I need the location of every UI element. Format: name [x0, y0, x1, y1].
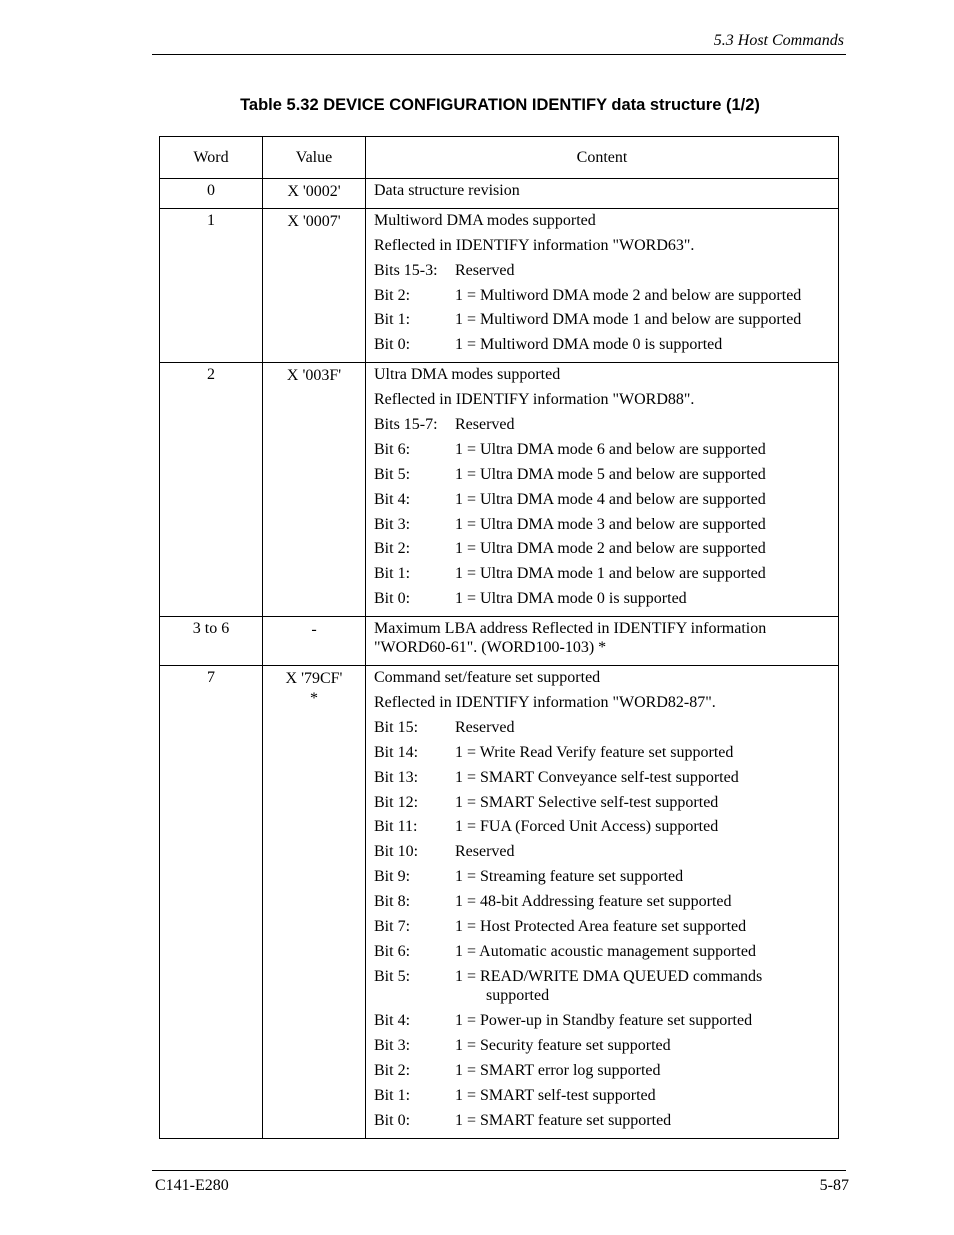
bit-label: Bit 7:: [374, 918, 411, 936]
bit-label: Bit 11:: [374, 818, 418, 836]
content-line: [374, 867, 830, 892]
content-text: 1 = SMART Conveyance self-test supported: [455, 768, 739, 786]
content-line: [374, 817, 830, 842]
bit-label: Bit 1:: [374, 311, 411, 329]
column-header-value: Value: [263, 137, 366, 179]
content-line: [374, 335, 830, 360]
bit-label: Bit 0:: [374, 336, 411, 354]
bit-label: Bit 8:: [374, 893, 411, 911]
content-text: Reflected in IDENTIFY information "WORD63".: [374, 236, 695, 254]
word-cell: 2: [160, 363, 263, 617]
content-line: [374, 415, 830, 440]
word-cell: 7: [160, 666, 263, 1139]
content-text: 1 = FUA (Forced Unit Access) supported: [455, 818, 719, 836]
bit-label: Bit 2:: [374, 540, 411, 558]
content-text: Maximum LBA address Reflected in IDENTIFY information "WORD60-61". (WORD100-103) *: [374, 620, 767, 657]
content-text: 1 = Security feature set supported: [455, 1037, 671, 1055]
content-line: [374, 261, 830, 286]
bit-label: Bit 0:: [374, 590, 411, 608]
content-line: [374, 390, 830, 415]
value-text: -: [311, 621, 317, 639]
header-rule: [152, 54, 846, 55]
content-text: 1 = Ultra DMA mode 1 and below are supported: [455, 565, 766, 583]
bit-label: Bits 15-7:: [374, 416, 438, 434]
content-text-block: [455, 967, 762, 1005]
value-text: X '0002': [287, 183, 341, 200]
content-text: 1 = Ultra DMA mode 2 and below are supported: [455, 540, 766, 558]
identify-data-table: [159, 136, 839, 1139]
bit-label: Bit 12:: [374, 793, 419, 811]
page-number: 5-87: [819, 1177, 849, 1194]
content-text: 1 = Streaming feature set supported: [455, 868, 684, 886]
value-cell: [263, 179, 366, 209]
bit-label: Bit 2:: [374, 286, 411, 304]
bit-label: Bit 15:: [374, 718, 419, 736]
content-line: [374, 743, 830, 768]
content-text: 1 = Multiword DMA mode 0 is supported: [455, 336, 723, 354]
bit-label: Bit 2:: [374, 1062, 411, 1080]
table-row: [160, 666, 839, 1139]
content-text: Reflected in IDENTIFY information "WORD88".: [374, 391, 695, 409]
content-line: [374, 490, 830, 515]
content-line: [374, 365, 830, 390]
content-line: [374, 211, 830, 236]
table-row: [160, 617, 839, 666]
content-text: Data structure revision: [374, 182, 520, 199]
content-line: [374, 564, 830, 589]
content-text: 1 = 48-bit Addressing feature set supported: [455, 893, 732, 911]
value-cell: [263, 208, 366, 362]
content-line: [374, 440, 830, 465]
content-text: 1 = READ/WRITE DMA QUEUED commands: [455, 967, 763, 985]
bit-label: Bit 3:: [374, 1037, 411, 1055]
content-line: [374, 842, 830, 867]
content-cell: [366, 363, 839, 617]
content-line: [374, 1061, 830, 1086]
bit-label: Bit 4:: [374, 490, 411, 508]
content-text-continuation: supported: [486, 986, 550, 1004]
content-text: Reflected in IDENTIFY information "WORD82-87".: [374, 694, 716, 712]
content-line: [374, 236, 830, 261]
content-text: 1 = Automatic acoustic management supported: [455, 942, 756, 960]
content-line: [374, 515, 830, 540]
content-text: Command set/feature set supported: [374, 669, 601, 687]
value-text: X '79CF': [285, 670, 343, 688]
column-header-word: Word: [160, 137, 263, 179]
bit-label: Bit 4:: [374, 1012, 411, 1030]
bit-label: Bit 5:: [374, 967, 411, 985]
content-text: Reserved: [455, 261, 515, 279]
content-text: 1 = SMART Selective self-test supported: [455, 793, 719, 811]
table-row: [160, 208, 839, 362]
value-text: *: [310, 690, 318, 708]
bit-label: Bit 13:: [374, 768, 419, 786]
content-line: [374, 967, 830, 1012]
content-text: 1 = Power-up in Standby feature set supported: [455, 1012, 753, 1030]
bit-label: Bit 0:: [374, 1111, 411, 1129]
table-body: [160, 179, 839, 1139]
content-text: 1 = Multiword DMA mode 2 and below are supported: [455, 286, 802, 304]
content-line: [374, 619, 830, 663]
content-text: 1 = Ultra DMA mode 5 and below are supported: [455, 465, 766, 483]
content-text: 1 = SMART error log supported: [455, 1062, 661, 1080]
content-cell: [366, 617, 839, 666]
content-text: 1 = Ultra DMA mode 6 and below are supported: [455, 440, 766, 458]
content-line: [374, 793, 830, 818]
value-cell: [263, 363, 366, 617]
content-cell: [366, 179, 839, 209]
table-header-row: [160, 137, 839, 179]
content-line: [374, 768, 830, 793]
content-text: 1 = Ultra DMA mode 0 is supported: [455, 590, 687, 608]
running-header: 5.3 Host Commands: [713, 32, 844, 49]
bit-label: Bit 10:: [374, 843, 419, 861]
content-text: Reserved: [455, 416, 515, 434]
column-header-content: Content: [366, 137, 839, 179]
bit-label: Bit 1:: [374, 1087, 411, 1104]
content-line: [374, 1011, 830, 1036]
bit-label: Bit 5:: [374, 465, 411, 483]
content-text: Ultra DMA modes supported: [374, 366, 561, 384]
value-cell: [263, 666, 366, 1139]
value-text: X '003F': [286, 367, 342, 385]
content-line: [374, 589, 830, 614]
content-text: 1 = Write Read Verify feature set supported: [455, 743, 734, 761]
table-title: Table 5.32 DEVICE CONFIGURATION IDENTIFY data structure (1/2): [240, 96, 760, 114]
content-cell: [366, 666, 839, 1139]
table-row: [160, 363, 839, 617]
bit-label: Bit 3:: [374, 515, 411, 533]
content-line: [374, 917, 830, 942]
content-line: [374, 1111, 830, 1136]
content-text: Multiword DMA modes supported: [374, 211, 596, 229]
word-cell: 3 to 6: [160, 617, 263, 666]
bit-label: Bit 14:: [374, 743, 419, 761]
content-line: [374, 942, 830, 967]
bit-label: Bits 15-3:: [374, 261, 438, 279]
value-text: X '0007': [287, 212, 341, 230]
document-id: C141-E280: [155, 1177, 229, 1194]
bit-label: Bit 6:: [374, 440, 411, 458]
bit-label: Bit 9:: [374, 868, 411, 886]
content-line: [374, 892, 830, 917]
content-text: 1 = SMART self-test supported: [455, 1087, 656, 1104]
content-text: 1 = Multiword DMA mode 1 and below are supported: [455, 311, 802, 329]
word-cell: 0: [160, 179, 263, 209]
content-text: 1 = SMART feature set supported: [455, 1111, 672, 1129]
bit-label: Bit 1:: [374, 565, 411, 583]
content-line: [374, 1086, 830, 1111]
content-text: Reserved: [455, 718, 515, 736]
content-text: Reserved: [455, 843, 515, 861]
content-line: [374, 181, 830, 206]
content-line: [374, 539, 830, 564]
footer-rule: [152, 1170, 846, 1171]
content-text: 1 = Host Protected Area feature set supported: [455, 918, 747, 936]
content-line: [374, 286, 830, 311]
content-text: 1 = Ultra DMA mode 4 and below are supported: [455, 490, 766, 508]
content-cell: [366, 208, 839, 362]
content-line: [374, 310, 830, 335]
value-cell: [263, 617, 366, 666]
content-line: [374, 1036, 830, 1061]
content-line: [374, 693, 830, 718]
table-row: [160, 179, 839, 209]
word-cell: 1: [160, 208, 263, 362]
content-line: [374, 718, 830, 743]
bit-label: Bit 6:: [374, 942, 411, 960]
content-line: [374, 668, 830, 693]
content-text: 1 = Ultra DMA mode 3 and below are supported: [455, 515, 766, 533]
content-line: [374, 465, 830, 490]
